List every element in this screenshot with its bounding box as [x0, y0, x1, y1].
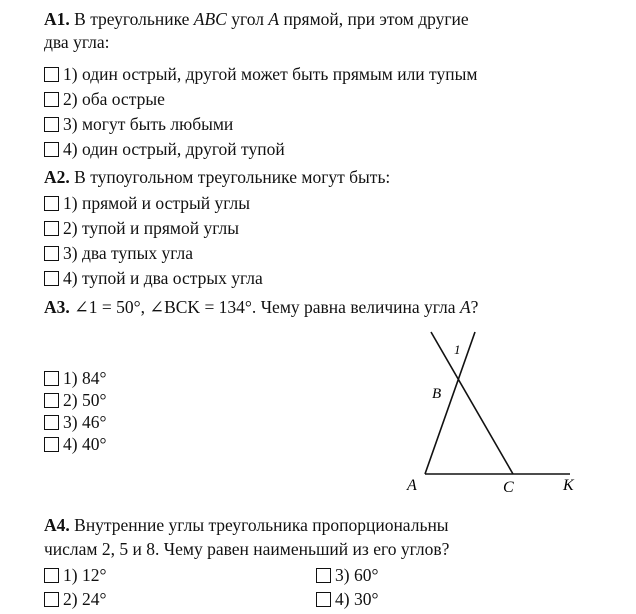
question-a4-text: А4. Внутренние углы треугольника пропорциональны	[44, 515, 449, 535]
question-a1-text-cont: два угла:	[44, 32, 110, 52]
checkbox[interactable]	[316, 568, 331, 583]
a2-option-3[interactable]: 3) два тупых угла	[44, 242, 193, 264]
a4-option-2[interactable]: 2) 24°	[44, 588, 106, 610]
checkbox[interactable]	[44, 371, 59, 386]
checkbox[interactable]	[44, 393, 59, 408]
checkbox[interactable]	[44, 196, 59, 211]
question-a2-number: А2.	[44, 167, 70, 187]
checkbox[interactable]	[44, 221, 59, 236]
triangle-diagram	[395, 328, 595, 498]
checkbox[interactable]	[44, 568, 59, 583]
line-ab-extended	[425, 332, 475, 474]
label-angle-1: 1	[454, 342, 461, 357]
checkbox[interactable]	[44, 592, 59, 607]
a1-option-3[interactable]: 3) могут быть любыми	[44, 113, 233, 135]
checkbox[interactable]	[44, 415, 59, 430]
a1-option-4[interactable]: 4) один острый, другой тупой	[44, 138, 285, 160]
checkbox[interactable]	[44, 67, 59, 82]
question-a4-text-cont: числам 2, 5 и 8. Чему равен наименьший из его углов?	[44, 539, 450, 559]
question-a1-number: А1.	[44, 9, 70, 29]
label-c: C	[503, 479, 514, 496]
a2-option-2[interactable]: 2) тупой и прямой углы	[44, 217, 239, 239]
question-a2-text: А2. В тупоугольном треугольнике могут быть:	[44, 167, 391, 187]
a4-option-1[interactable]: 1) 12°	[44, 564, 106, 586]
a1-option-1[interactable]: 1) один острый, другой может быть прямым или тупым	[44, 63, 477, 85]
question-a1-text: А1. В треугольнике ABC угол A прямой, при этом другие	[44, 9, 469, 29]
line-cb-extended	[431, 332, 513, 474]
label-a: A	[407, 477, 417, 494]
a4-option-3[interactable]: 3) 60°	[316, 564, 378, 586]
a3-option-2[interactable]: 2) 50°	[44, 389, 106, 411]
checkbox[interactable]	[44, 117, 59, 132]
a4-option-4[interactable]: 4) 30°	[316, 588, 378, 610]
a3-option-3[interactable]: 3) 46°	[44, 411, 106, 433]
checkbox[interactable]	[44, 246, 59, 261]
a1-option-2[interactable]: 2) оба острые	[44, 88, 165, 110]
triangle-figure	[395, 328, 595, 498]
checkbox[interactable]	[44, 142, 59, 157]
a3-option-1[interactable]: 1) 84°	[44, 367, 106, 389]
question-a3-number: А3.	[44, 297, 70, 317]
checkbox[interactable]	[44, 437, 59, 452]
a2-option-1[interactable]: 1) прямой и острый углы	[44, 192, 250, 214]
a3-option-4[interactable]: 4) 40°	[44, 433, 106, 455]
checkbox[interactable]	[316, 592, 331, 607]
label-b: B	[432, 386, 442, 402]
checkbox[interactable]	[44, 92, 59, 107]
question-a4-number: А4.	[44, 515, 70, 535]
checkbox[interactable]	[44, 271, 59, 286]
a2-option-4[interactable]: 4) тупой и два острых угла	[44, 267, 263, 289]
label-k: K	[563, 477, 574, 494]
question-a3-text: А3. ∠1 = 50°, ∠BCK = 134°. Чему равна величина угла A?	[44, 297, 479, 317]
